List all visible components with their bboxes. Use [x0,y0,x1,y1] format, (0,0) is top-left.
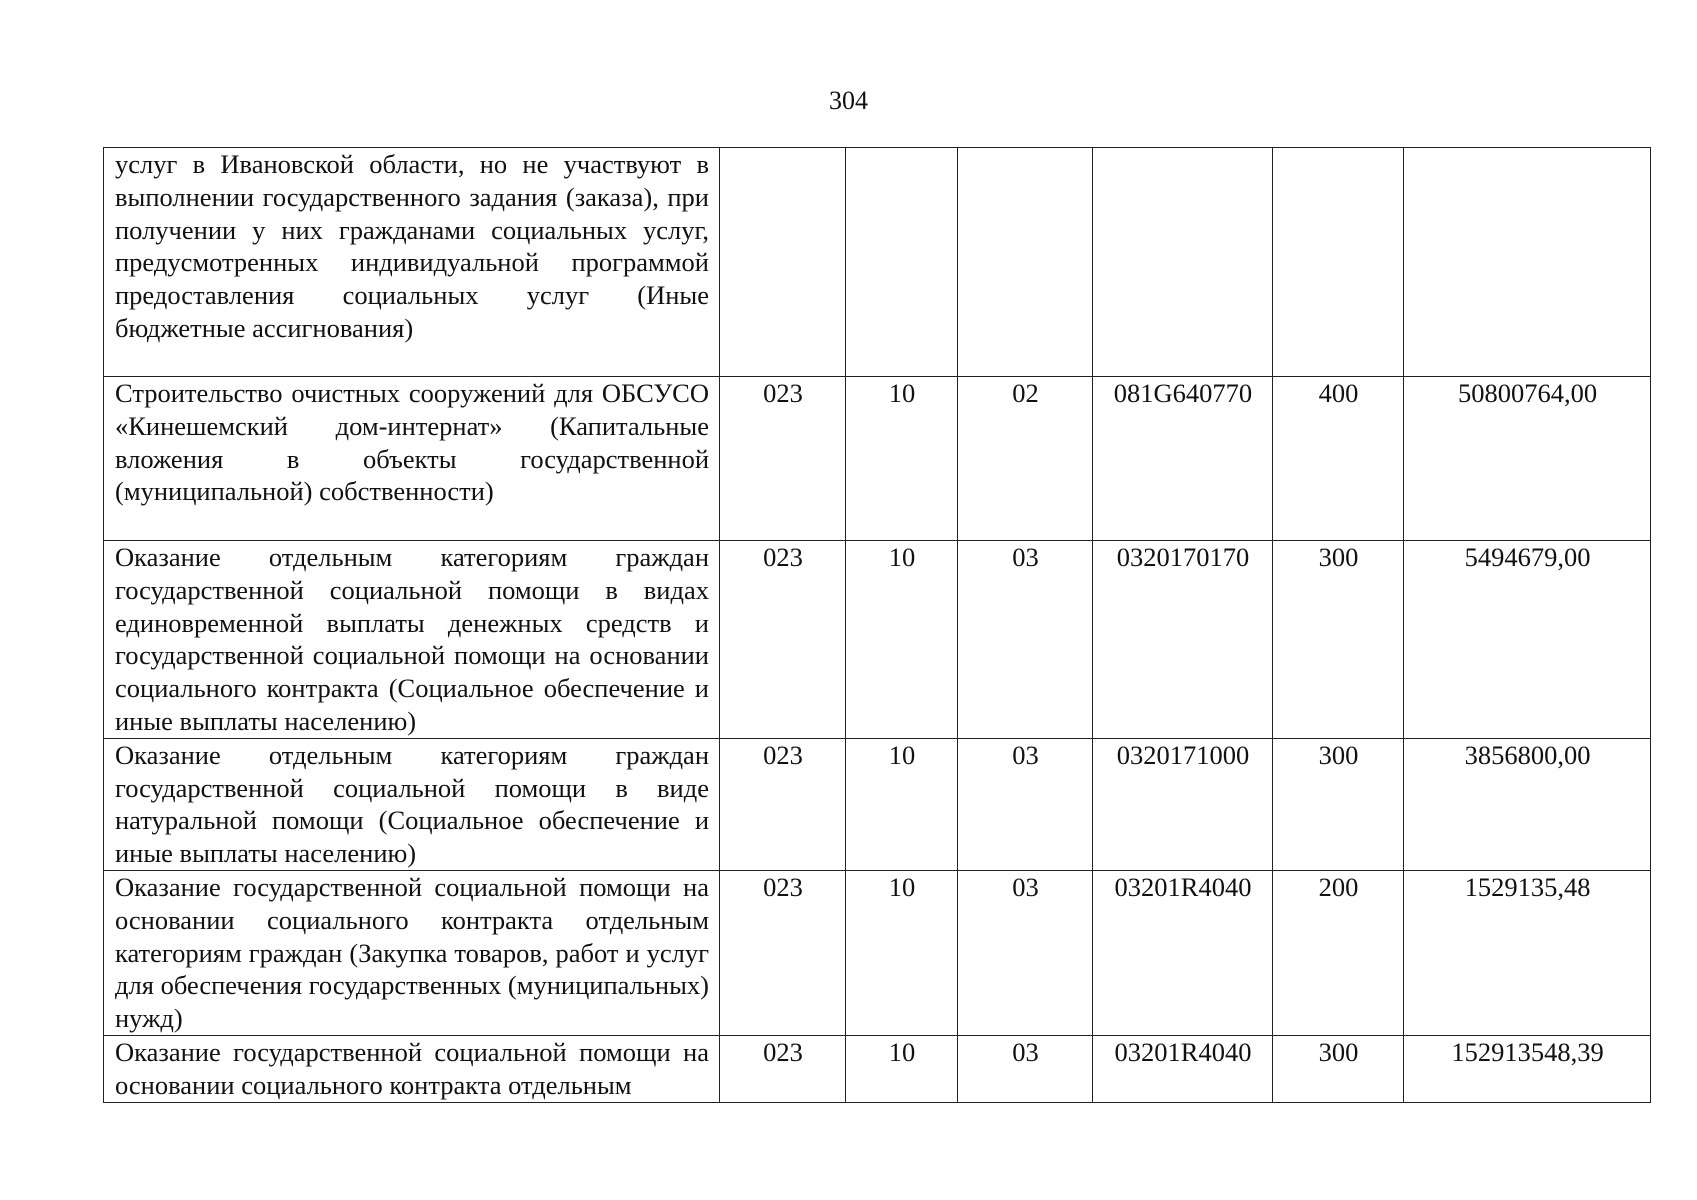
budget-table [103,147,1651,1103]
row-description: Оказание отдельным категориям граждан государственной социальной помощи в видах единовременной выплаты денежных средств и государственной социальной помощи на основании социального контракта (Социальное обеспечение и иные выплаты населению) [104,541,720,739]
row-subsection-code: 02 [958,377,1093,541]
row-expense-type-code: 300 [1273,541,1404,739]
row-description: услуг в Ивановской области, но не участвуют в выполнении государственного задания (заказа), при получении у них гражданами социальных услуг, предусмотренных индивидуальной программой предоставления социальных услуг (Иные бюджетные ассигнования) [104,148,720,377]
row-target-article-code: 0320170170 [1093,541,1273,739]
row-description: Оказание государственной социальной помощи на основании социального контракта отдельным [104,1035,720,1102]
row-expense-type-code: 300 [1273,1035,1404,1102]
row-expense-type-code [1273,148,1404,377]
row-subsection-code: 03 [958,541,1093,739]
row-expense-type-code: 200 [1273,870,1404,1035]
row-target-article-code [1093,148,1273,377]
row-subsection-code [958,148,1093,377]
row-section-code: 10 [846,377,958,541]
row-section-code [846,148,958,377]
row-amount: 1529135,48 [1404,870,1651,1035]
table-row [104,541,1651,739]
row-amount: 152913548,39 [1404,1035,1651,1102]
row-ved-code: 023 [720,377,846,541]
row-subsection-code: 03 [958,870,1093,1035]
row-target-article-code: 03201R4040 [1093,870,1273,1035]
row-section-code: 10 [846,738,958,870]
row-subsection-code: 03 [958,738,1093,870]
row-subsection-code: 03 [958,1035,1093,1102]
row-description: Оказание отдельным категориям граждан государственной социальной помощи в виде натуральной помощи (Социальное обеспечение и иные выплаты населению) [104,738,720,870]
row-expense-type-code: 300 [1273,738,1404,870]
row-amount: 3856800,00 [1404,738,1651,870]
row-target-article-code: 081G640770 [1093,377,1273,541]
table-row [104,870,1651,1035]
table-row [104,1035,1651,1102]
row-target-article-code: 03201R4040 [1093,1035,1273,1102]
table-row [104,377,1651,541]
row-amount [1404,148,1651,377]
row-ved-code: 023 [720,870,846,1035]
row-ved-code: 023 [720,738,846,870]
row-section-code: 10 [846,1035,958,1102]
page-number: 304 [829,86,868,115]
row-amount: 5494679,00 [1404,541,1651,739]
row-description: Строительство очистных сооружений для ОБСУСО «Кинешемский дом-интернат» (Капитальные вложения в объекты государственной (муниципальной) собственности) [104,377,720,541]
row-section-code: 10 [846,870,958,1035]
row-ved-code: 023 [720,541,846,739]
row-description: Оказание государственной социальной помощи на основании социального контракта отдельным категориям граждан (Закупка товаров, работ и услуг для обеспечения государственных (муниципальных) нужд) [104,870,720,1035]
row-ved-code: 023 [720,1035,846,1102]
row-section-code: 10 [846,541,958,739]
row-target-article-code: 0320171000 [1093,738,1273,870]
row-expense-type-code: 400 [1273,377,1404,541]
row-amount: 50800764,00 [1404,377,1651,541]
row-ved-code [720,148,846,377]
table-row [104,738,1651,870]
table-row [104,148,1651,377]
